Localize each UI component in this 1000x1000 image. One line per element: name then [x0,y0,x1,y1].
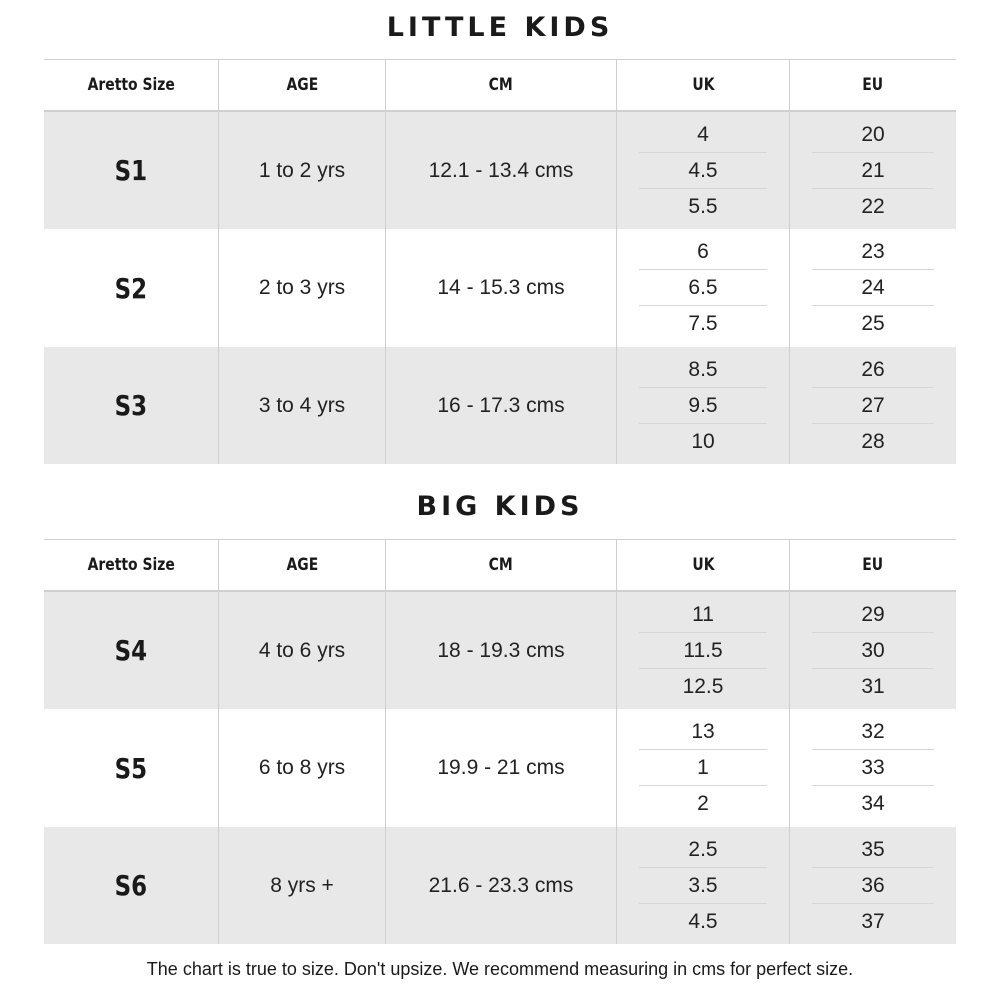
eu-value: 31 [861,674,885,698]
uk-value: 4 [639,117,767,153]
eu-value: 20 [812,117,934,153]
eu-value: 33 [812,750,934,786]
header-uk [617,60,790,112]
age-cell: 4 to 6 yrs [219,592,386,709]
size-cell [44,709,219,827]
header-label: CM [488,75,514,95]
header-label: AGE [286,75,318,95]
eu-value: 26 [812,352,934,388]
size-table-big-kids [44,539,956,944]
eu-value: 30 [812,633,934,669]
header-age [219,60,386,112]
eu-value: 34 [861,792,885,815]
header-aretto-size [44,60,219,112]
size-code: S1 [114,154,148,187]
eu-value: 32 [812,714,934,750]
size-cell [44,347,219,464]
eu-value: 28 [861,429,885,453]
cm-cell: 18 - 19.3 cms [386,592,617,709]
header-label: UK [691,75,715,95]
age-cell: 6 to 8 yrs [219,709,386,827]
size-code: S4 [114,634,148,667]
eu-cell [790,592,956,709]
header-cm [386,60,617,112]
header-label: AGE [286,555,318,575]
uk-cell [617,112,790,229]
eu-value: 35 [812,832,934,868]
age-cell: 3 to 4 yrs [219,347,386,464]
eu-value: 36 [812,868,934,904]
eu-cell [790,229,956,347]
size-code: S6 [114,869,148,902]
uk-value: 1 [639,750,767,786]
eu-cell [790,827,956,944]
eu-value: 37 [861,909,885,933]
uk-value: 2.5 [639,832,767,868]
uk-value: 6 [639,234,767,270]
cm-cell: 21.6 - 23.3 cms [386,827,617,944]
uk-value: 2 [697,792,709,815]
header-label: UK [691,555,715,575]
uk-value: 3.5 [639,868,767,904]
uk-value: 11.5 [639,633,767,669]
size-cell [44,229,219,347]
header-label: Aretto Size [87,555,175,575]
eu-value: 21 [812,153,934,189]
uk-value: 4.5 [688,909,718,933]
uk-value: 13 [639,714,767,750]
uk-value: 6.5 [639,270,767,306]
size-table-little-kids [44,59,956,464]
uk-value: 12.5 [682,674,724,698]
age-cell: 8 yrs + [219,827,386,944]
uk-cell [617,229,790,347]
uk-value: 9.5 [639,388,767,424]
uk-cell [617,709,790,827]
header-label: EU [862,75,884,95]
eu-cell [790,709,956,827]
section-title-little-kids: LITTLE KIDS [386,12,614,43]
eu-value: 22 [861,194,885,218]
uk-value: 10 [691,429,715,453]
section-title-big-kids: BIG KIDS [416,491,584,522]
eu-cell [790,347,956,464]
header-label: EU [862,555,884,575]
uk-value: 7.5 [688,312,718,335]
eu-cell [790,112,956,229]
uk-cell [617,347,790,464]
cm-cell: 14 - 15.3 cms [386,229,617,347]
uk-cell [617,827,790,944]
age-cell: 1 to 2 yrs [219,112,386,229]
cm-cell: 12.1 - 13.4 cms [386,112,617,229]
eu-value: 23 [812,234,934,270]
header-age [219,540,386,592]
header-aretto-size [44,540,219,592]
header-label: Aretto Size [87,75,175,95]
header-eu [790,60,956,112]
age-cell: 2 to 3 yrs [219,229,386,347]
cm-cell: 19.9 - 21 cms [386,709,617,827]
uk-value: 11 [639,597,767,633]
uk-cell [617,592,790,709]
eu-value: 25 [861,312,885,335]
header-cm [386,540,617,592]
size-code: S5 [114,751,148,785]
eu-value: 27 [812,388,934,424]
size-cell [44,827,219,944]
uk-value: 4.5 [639,153,767,189]
uk-value: 8.5 [639,352,767,388]
cm-cell: 16 - 17.3 cms [386,347,617,464]
eu-value: 29 [812,597,934,633]
size-code: S3 [114,389,148,422]
uk-value: 5.5 [688,194,718,218]
header-eu [790,540,956,592]
eu-value: 24 [812,270,934,306]
footer-note: The chart is true to size. Don't upsize. We recommend measuring in cms for perfect size. [146,959,854,979]
size-code: S2 [114,271,148,305]
size-cell [44,592,219,709]
header-uk [617,540,790,592]
size-cell [44,112,219,229]
header-label: CM [488,555,514,575]
